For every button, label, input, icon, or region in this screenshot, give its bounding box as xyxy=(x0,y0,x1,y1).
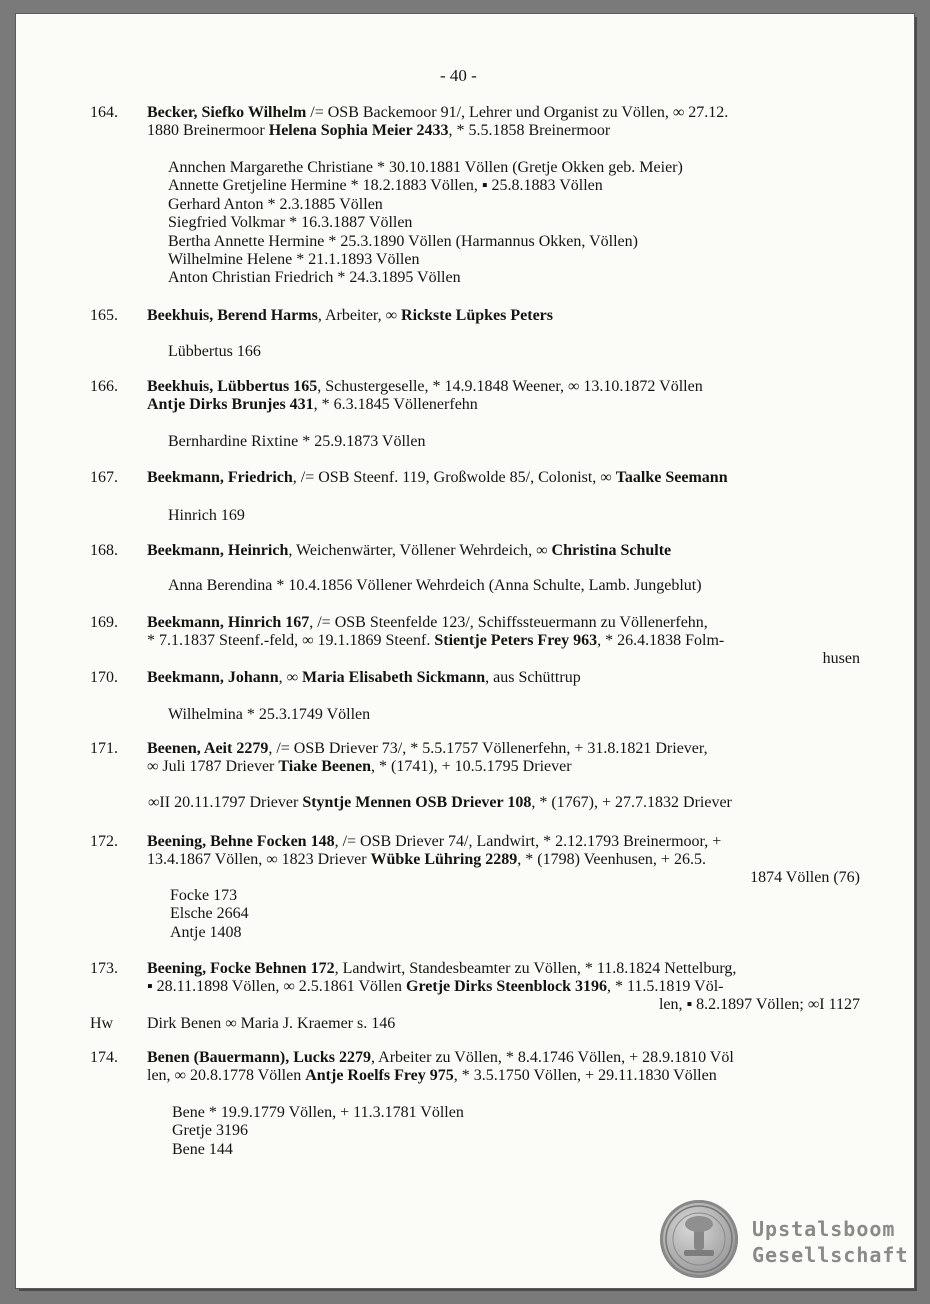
list-item: Siegfried Volkmar * 16.3.1887 Völlen xyxy=(168,214,413,232)
list-item: Hinrich 169 xyxy=(168,507,245,524)
seal-logo-icon xyxy=(660,1200,738,1278)
brand-wordmark: Upstalsboom Gesellschaft xyxy=(752,1217,909,1267)
list-item: Bene 144 xyxy=(172,1140,233,1158)
entry-174: 174. Benen (Bauermann), Lucks 2279, Arbeiter zu Völlen, * 8.4.1746 Völlen, + 28.9.1810 Völ len, ∞ 20.8.1778 Völlen Antje Roelfs Frey 975, * 3.5.1750 Völlen, + 29.11.1830 Völlen xyxy=(90,1049,734,1084)
list-item: Annette Gretjeline Hermine * 18.2.1883 Völlen, ▪ 25.8.1883 Völlen xyxy=(168,177,603,195)
person-name: Becker, Siefko Wilhelm xyxy=(147,104,307,121)
list-item: Bene * 19.9.1779 Völlen, + 11.3.1781 Völlen xyxy=(172,1104,464,1121)
entry-173: 173. Beening, Focke Behnen 172, Landwirt, Standesbeamter zu Völlen, * 11.8.1824 Nettelburg, ▪ 28.11.1898 Völlen, ∞ 2.5.1861 Völlen Gretje Dirks Steenblock 3196, * 11.5.1819 Völ- len, ▪ 8.2.1897 Völlen; ∞I 1127 xyxy=(90,960,860,1013)
second-marriage: ∞II 20.11.1797 Driever Styntje Mennen OSB Driever 108, * (1767), + 27.7.1832 Driever xyxy=(148,794,732,811)
list-item: Bernhardine Rixtine * 25.9.1873 Völlen xyxy=(168,433,426,450)
entry-171: 171. Beenen, Aeit 2279, /= OSB Driever 73/, * 5.5.1757 Völlenerfehn, + 31.8.1821 Driever, ∞ Juli 1787 Driever Tiake Beenen, * (1741), + 10.5.1795 Driever xyxy=(90,740,708,775)
list-item: Bertha Annette Hermine * 25.3.1890 Völlen (Harmannus Okken, Völlen) xyxy=(168,232,638,250)
list-item: Lübbertus 166 xyxy=(168,343,261,360)
list-item: Annchen Margarethe Christiane * 30.10.1881 Völlen (Gretje Okken geb. Meier) xyxy=(168,159,683,176)
page-number: - 40 - xyxy=(440,66,477,85)
list-item: Elsche 2664 xyxy=(170,905,249,923)
children-list-172 xyxy=(170,887,249,942)
children-list-174 xyxy=(172,1104,464,1159)
entry-166: 166. Beekhuis, Lübbertus 165, Schustergeselle, * 14.9.1848 Weener, ∞ 13.10.1872 Völlen Antje Dirks Brunjes 431, * 6.3.1845 Völlenerfehn xyxy=(90,378,703,413)
entry-169: 169. Beekmann, Hinrich 167, /= OSB Steenfelde 123/, Schiffssteuermann zu Völlenerfehn, * 7.1.1837 Steenf.-feld, ∞ 19.1.1869 Steenf. Stientje Peters Frey 963, * 26.4.1838 Folm- husen xyxy=(90,614,860,667)
entry-hw: Hw Dirk Benen ∞ Maria J. Kraemer s. 146 xyxy=(90,1015,396,1032)
entry-number: 164. xyxy=(90,104,118,121)
list-item: Anton Christian Friedrich * 24.3.1895 Völlen xyxy=(168,269,461,287)
entry-167: 167. Beekmann, Friedrich, /= OSB Steenf. 119, Großwolde 85/, Colonist, ∞ Taalke Seemann xyxy=(90,469,728,486)
entry-170: 170. Beekmann, Johann, ∞ Maria Elisabeth Sickmann, aus Schüttrup xyxy=(90,669,581,686)
list-item: Focke 173 xyxy=(170,887,238,904)
list-item: Gerhard Anton * 2.3.1885 Völlen xyxy=(168,195,383,213)
entry-168: 168. Beekmann, Heinrich, Weichenwärter, Völlener Wehrdeich, ∞ Christina Schulte xyxy=(90,542,672,559)
list-item: Wilhelmina * 25.3.1749 Völlen xyxy=(168,706,371,723)
list-item: Gretje 3196 xyxy=(172,1122,248,1140)
children-list-164 xyxy=(168,159,683,288)
list-item: Anna Berendina * 10.4.1856 Völlener Wehrdeich (Anna Schulte, Lamb. Jungeblut) xyxy=(168,577,702,594)
spouse-name: Helena Sophia Meier 2433 xyxy=(268,122,449,139)
list-item: Wilhelmine Helene * 21.1.1893 Völlen xyxy=(168,251,420,269)
entry-172: 172. Beening, Behne Focken 148, /= OSB Driever 74/, Landwirt, * 2.12.1793 Breinermoor, + 13.4.1867 Völlen, ∞ 1823 Driever Wübke Lühring 2289, * (1798) Veenhusen, + 26.5. 1874 Völlen (76) xyxy=(90,833,860,886)
entry-164: 164. Becker, Siefko Wilhelm /= OSB Backemoor 91/, Lehrer und Organist zu Völlen, ∞ 27.12. 1880 Breinermoor Helena Sophia Meier 2433, * 5.5.1858 Breinermoor xyxy=(90,104,729,139)
list-item: Antje 1408 xyxy=(170,923,242,941)
entry-165: 165. Beekhuis, Berend Harms, Arbeiter, ∞ Rickste Lüpkes Peters xyxy=(90,307,553,324)
